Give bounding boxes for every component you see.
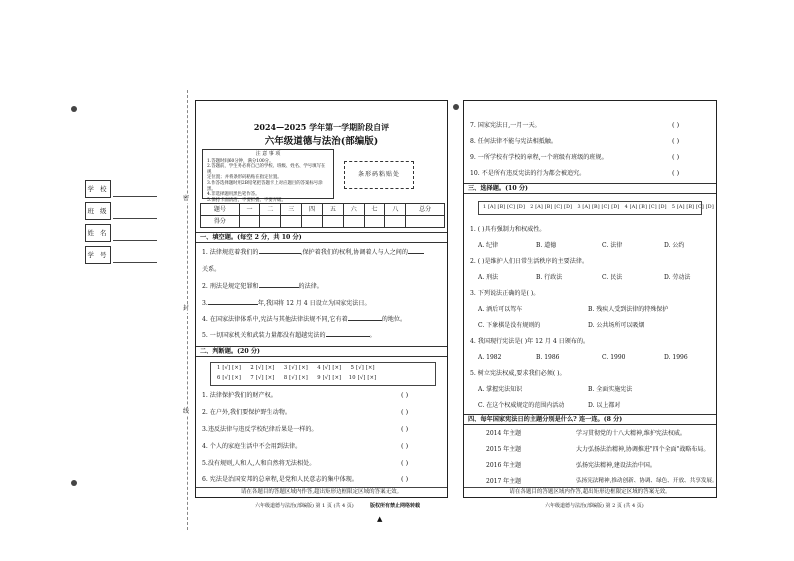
section4-heading: 四、每年国家宪法日的主题分别是什么? 连一连。(8 分) — [464, 414, 716, 425]
score-cell[interactable] — [322, 216, 343, 228]
judge-grid-row[interactable] — [217, 376, 376, 381]
judge-option[interactable]: 6 [√] [×] — [217, 375, 242, 381]
score-header-cell: 八 — [385, 204, 406, 216]
blank-2[interactable] — [408, 253, 424, 254]
score-cell[interactable] — [281, 216, 302, 228]
q1-text-c: 关系。 — [202, 266, 221, 273]
section1-heading: 一、填空题。(每空 2 分，共 10 分) — [196, 232, 447, 243]
fill-q1 — [202, 250, 424, 256]
choice-answer-grid — [478, 201, 714, 215]
score-header-cell: 五 — [322, 204, 343, 216]
note-item: 3.作答选择题时用2B铅笔把答题卡上对应题目的答案标号涂黑。 — [207, 180, 323, 192]
q5-text-a: 5. 一切国家机关和武装力量都没有超越宪法的 — [202, 332, 326, 339]
answer-paren[interactable]: ( ) — [401, 391, 409, 399]
score-cell[interactable] — [385, 216, 406, 228]
judge-grid-row[interactable] — [217, 366, 375, 371]
choice-q4-stem: 4. 我国现行宪法是( )年 12 月 4 日颁布的。 — [470, 338, 590, 345]
class-field[interactable] — [113, 218, 157, 219]
q1-text-a: 1. 法律规范着我们的 — [202, 249, 259, 256]
blank-5[interactable] — [348, 320, 382, 321]
judge-option[interactable]: 1 [√] [×] — [217, 365, 242, 371]
answer-paren[interactable]: ( ) — [672, 121, 680, 129]
score-header-cell: 七 — [364, 204, 385, 216]
choice-q2-stem: 2. ( )是维护人们日常生活秩序的主要法律。 — [470, 258, 589, 265]
choice-q2-opt-b: B. 行政法 — [536, 274, 563, 281]
choice-q1-opt-a: A. 纪律 — [478, 242, 499, 249]
margin-label-xian: 线 — [183, 408, 190, 415]
judge-q2: 2. 在户外,我们要保护野生动物。 — [202, 409, 291, 416]
fill-q3 — [202, 301, 371, 307]
right-page — [463, 100, 717, 498]
choice-q2-opt-a: A. 刑法 — [478, 274, 499, 281]
fill-q5 — [202, 333, 376, 339]
section3-heading: 三、选择题。(10 分) — [464, 183, 716, 194]
choice-q4-opt-a: A. 1982 — [478, 354, 502, 361]
choice-option[interactable]: 2 [A] [B] [C] [D] — [530, 205, 573, 210]
answer-paren[interactable]: ( ) — [672, 153, 680, 161]
choice-q4-opt-d: D. 1996 — [664, 354, 688, 361]
school-field[interactable] — [113, 196, 157, 197]
notes-box — [202, 149, 334, 203]
name-field[interactable] — [113, 240, 157, 241]
choice-q1-opt-c: C. 法律 — [602, 242, 623, 249]
q4-text-a: 4. 在国家法律体系中,宪法与其他法律法规不同,它有着 — [202, 316, 348, 323]
school-label: 学 校 — [85, 180, 111, 198]
choice-q5-stem: 5. 树立宪法权威,要求我们必须( )。 — [470, 370, 566, 377]
choice-q3-opt-a: A. 酒后可以驾车 — [478, 306, 523, 313]
choice-q3-opt-b: B. 残疾人受到法律的特殊保护 — [588, 306, 669, 313]
section2-heading: 二、判断题。(20 分) — [196, 346, 447, 357]
score-header-cell: 三 — [281, 204, 302, 216]
judge-q9: 9. 一所学校有学校的章程,一个班级有班级的班规。 — [470, 154, 608, 161]
judge-q3: 3.违反法律与违反学校纪律后果是一样的。 — [202, 426, 318, 433]
right-answer-area-notice: 请在各题目的答题区域内作答,超出矩形边框限定区域的答案无效。 — [464, 487, 716, 497]
choice-q4-opt-c: C. 1990 — [602, 354, 626, 361]
choice-q1-stem: 1. ( )具有强制力和权威性。 — [470, 226, 546, 233]
theme-2016-text[interactable]: 弘扬宪法精神,建设法治中国。 — [576, 462, 656, 469]
answer-paren[interactable]: ( ) — [401, 425, 409, 433]
subject-title: 六年级道德与法治(部编版) — [264, 136, 379, 147]
q1-text-b: ,保护着我们的权利,协调着人与人之间的 — [300, 249, 408, 256]
judge-option[interactable]: 3 [√] [×] — [283, 365, 308, 371]
score-header-cell: 总分 — [406, 204, 445, 216]
exam-sheet — [75, 100, 794, 530]
exam-title: 2024—2025 学年第一学期阶段自评 — [253, 122, 390, 132]
theme-2017-text[interactable]: 弘扬宪法精神,推动创新、协调、绿色、开放、共享发展。 — [576, 478, 718, 484]
choice-option[interactable]: 1 [A] [B] [C] [D] — [483, 205, 526, 210]
notes-heading: 注 意 事 项 — [255, 151, 281, 157]
class-label: 班 级 — [85, 202, 111, 220]
blank-3[interactable] — [259, 287, 299, 288]
judge-option[interactable]: 9 [√] [×] — [317, 375, 342, 381]
judge-answer-grid — [210, 362, 436, 386]
q4-text-b: 的地位。 — [381, 316, 407, 323]
judge-q1: 1. 法律保护我们的财产权。 — [202, 392, 277, 399]
score-header-cell: 二 — [260, 204, 281, 216]
judge-q6: 6. 宪法是治国安邦的总章程,是党和人民意志的集中体现。 — [202, 476, 358, 483]
margin-label-mi: 密 — [183, 195, 190, 202]
choice-q3-stem: 3. 下列说法正确的是( )。 — [470, 290, 540, 297]
note-item: 5.保持卡面清洁，不要折叠、不要弄破。 — [207, 197, 286, 203]
theme-2014-text[interactable]: 学习贯彻党的十八大精神,维护宪法权威。 — [576, 430, 686, 437]
note-item: 1.答题时间60分钟，满分100分。 — [207, 158, 274, 164]
judge-q10: 10. 不是所有违反宪法的行为都会被追究。 — [470, 170, 586, 177]
left-page-label: 六年级道德与法治(部编版) 第 1 页 (共 4 页) — [255, 503, 354, 509]
theme-year-2017[interactable]: 2017 年主题 — [486, 478, 522, 485]
answer-paren[interactable]: ( ) — [401, 442, 409, 450]
right-page-label: 六年级道德与法治(部编版) 第 2 页 (共 4 页) — [545, 503, 644, 509]
judge-q4: 4. 个人的家庭生活中不会用到法律。 — [202, 443, 302, 450]
q3-text-a: 3. — [202, 300, 208, 307]
score-cell[interactable] — [364, 216, 385, 228]
score-cell[interactable] — [343, 216, 364, 228]
score-table — [200, 203, 445, 228]
answer-paren[interactable]: ( ) — [672, 137, 680, 145]
judge-q7: 7. 国家宪法日,一月一天。 — [470, 122, 541, 129]
note-item: 4.非选择题用黑色笔作答。 — [207, 192, 260, 198]
choice-q4-opt-b: B. 1986 — [536, 354, 560, 361]
answer-paren[interactable]: ( ) — [401, 475, 409, 483]
answer-paren[interactable]: ( ) — [672, 169, 680, 177]
score-cell[interactable] — [302, 216, 323, 228]
answer-paren[interactable]: ( ) — [401, 408, 409, 416]
choice-grid-row[interactable] — [483, 206, 714, 211]
choice-q5-opt-c: C. 在这个权威规定的范围内活动 — [478, 402, 565, 409]
judge-option[interactable]: 5 [√] [×] — [350, 365, 375, 371]
judge-option[interactable]: 4 [√] [×] — [317, 365, 342, 371]
choice-q5-opt-b: B. 全面实施宪法 — [588, 386, 633, 393]
judge-q8: 8. 任何法律不能与宪法相抵触。 — [470, 138, 557, 145]
score-row — [201, 216, 445, 228]
theme-year-2016[interactable]: 2016 年主题 — [486, 462, 522, 469]
margin-label-feng: 封 — [183, 305, 190, 312]
judge-option[interactable]: 2 [√] [×] — [250, 365, 275, 371]
fill-q4 — [202, 317, 406, 323]
student-id-field[interactable] — [113, 262, 157, 263]
score-header-cell: 六 — [343, 204, 364, 216]
left-answer-area-notice: 请在各题目的答题区域内作答,超出矩形边框限定区域的答案无效。 — [196, 487, 447, 497]
choice-q5-opt-d: D. 以上都对 — [588, 402, 621, 409]
score-header-cell: 题号 — [201, 204, 240, 216]
score-header-cell: 四 — [302, 204, 323, 216]
blank-1[interactable] — [259, 253, 301, 254]
triangle-marker-icon: ▲ — [377, 515, 383, 523]
score-row-label: 得分 — [201, 216, 240, 228]
left-page — [195, 100, 448, 498]
name-label: 姓 名 — [85, 224, 111, 242]
judge-option[interactable]: 8 [√] [×] — [283, 375, 308, 381]
q3-text-b: 年,我国将 12 月 4 日设立为国家宪法日。 — [257, 300, 371, 307]
note-item: 定位置；并将条形码粘贴在指定位置。 — [207, 175, 282, 181]
choice-option[interactable]: 5 [A] [B] [C] [D] — [671, 205, 714, 210]
q2-text-b: 的法律。 — [298, 283, 323, 290]
theme-year-2014[interactable]: 2014 年主题 — [486, 430, 522, 437]
judge-option[interactable]: 10 [√] [×] — [348, 375, 377, 381]
q5-text-b: 。 — [369, 332, 376, 339]
choice-q3-opt-d: D. 公共场所可以吸烟 — [588, 322, 645, 329]
q2-text-a: 2. 刑法是规定犯罪和 — [202, 283, 259, 290]
judge-q5: 5.没有规则,人和人,人和自然将无法相处。 — [202, 460, 316, 467]
score-header-cell: 一 — [239, 204, 260, 216]
choice-q5-opt-a: A. 掌握宪法知识 — [478, 386, 523, 393]
choice-q3-opt-c: C. 下象棋是没有规则的 — [478, 322, 541, 329]
blank-4[interactable] — [208, 304, 258, 305]
blank-6[interactable] — [326, 336, 370, 337]
score-header-row — [201, 204, 445, 216]
judge-option[interactable]: 7 [√] [×] — [250, 375, 275, 381]
score-cell[interactable] — [260, 216, 281, 228]
choice-option[interactable]: 4 [A] [B] [C] [D] — [624, 205, 667, 210]
choice-q2-opt-c: C. 民法 — [602, 274, 623, 281]
student-id-label: 学 号 — [85, 246, 111, 264]
barcode-area: 条形码粘贴处 — [344, 161, 414, 189]
score-cell[interactable] — [406, 216, 445, 228]
choice-q1-opt-b: B. 道德 — [536, 242, 557, 249]
choice-q2-opt-d: D. 劳动法 — [664, 274, 691, 281]
score-cell[interactable] — [239, 216, 260, 228]
choice-q1-opt-d: D. 公约 — [664, 242, 685, 249]
note-item: 2.答题前，学生务必将自己的学校、班级、姓名、学号填写在规 — [207, 164, 326, 175]
theme-year-2015[interactable]: 2015 年主题 — [486, 446, 522, 453]
theme-2015-text[interactable]: 大力弘扬法治精神,协调推进"四个全面"战略布局。 — [576, 446, 710, 453]
fill-q2 — [202, 284, 323, 290]
answer-paren[interactable]: ( ) — [401, 459, 409, 467]
left-watermark-text: 版权所有禁止网络转载 — [370, 503, 421, 509]
choice-option[interactable]: 3 [A] [B] [C] [D] — [577, 205, 620, 210]
